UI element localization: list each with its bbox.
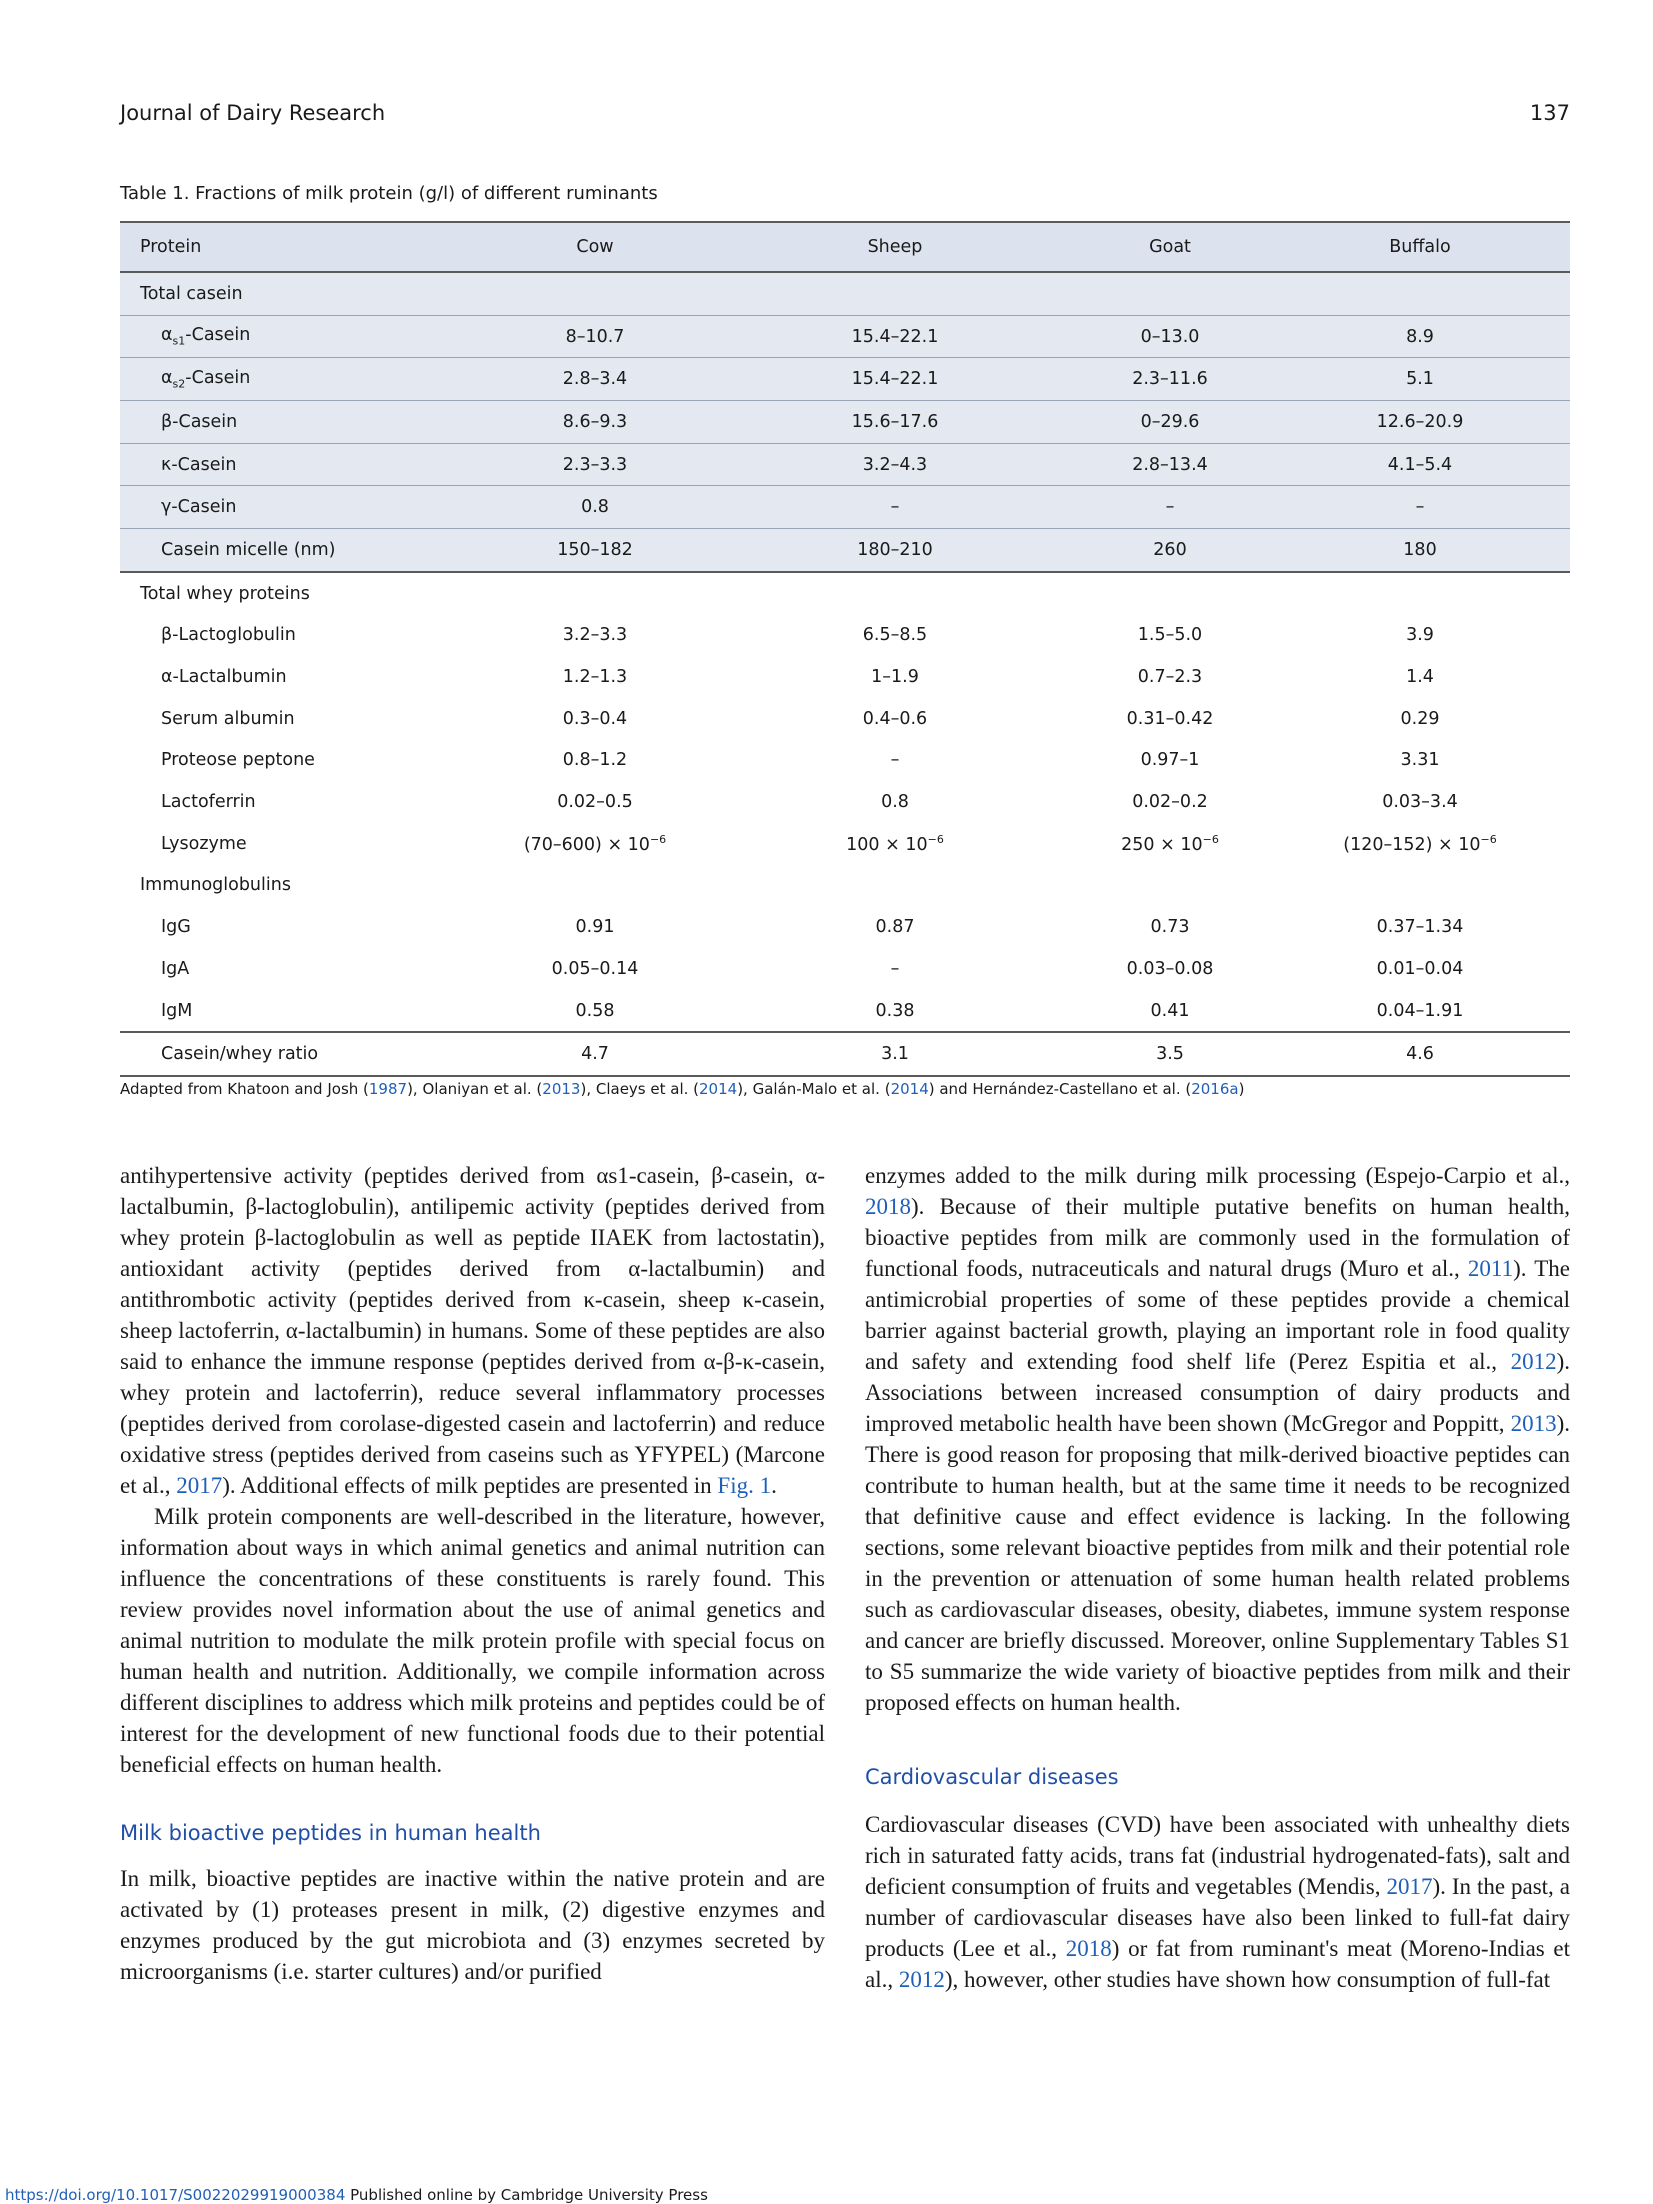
- citation-link[interactable]: 2018: [1065, 1936, 1112, 1961]
- row-label: IgG: [120, 906, 470, 948]
- cell-goat: 0–29.6: [1070, 401, 1270, 444]
- row-label: Lysozyme: [120, 823, 470, 865]
- cell-goat: 0.41: [1070, 990, 1270, 1033]
- table-row: [120, 990, 1570, 1033]
- cell-sheep: –: [720, 740, 1070, 782]
- table-header-row: [120, 222, 1570, 272]
- column-header-sheep: Sheep: [720, 222, 1070, 272]
- group-label: Total casein: [120, 272, 1570, 315]
- table-row: [120, 948, 1570, 990]
- column-header-goat: Goat: [1070, 222, 1270, 272]
- table-row-ratio: [120, 1032, 1570, 1076]
- cell-goat: 0.73: [1070, 906, 1270, 948]
- cell-cow: 0.05–0.14: [470, 948, 720, 990]
- left-column: [120, 1160, 825, 1987]
- cell-goat: 3.5: [1070, 1032, 1270, 1076]
- group-row-immunoglobulins: [120, 865, 1570, 907]
- cell-buffalo: 12.6–20.9: [1270, 401, 1570, 444]
- journal-title: Journal of Dairy Research: [120, 101, 386, 125]
- cell-cow: 4.7: [470, 1032, 720, 1076]
- figure-link[interactable]: Fig. 1: [717, 1473, 772, 1498]
- cell-sheep: 0.87: [720, 906, 1070, 948]
- cell-goat: 0.02–0.2: [1070, 781, 1270, 823]
- cell-cow: 150–182: [470, 529, 720, 572]
- citation-link[interactable]: 2011: [1467, 1256, 1514, 1281]
- cell-sheep: 15.4–22.1: [720, 315, 1070, 358]
- column-header-cow: Cow: [470, 222, 720, 272]
- page-number: 137: [1529, 101, 1570, 125]
- section-heading: Milk bioactive peptides in human health: [120, 1821, 541, 1845]
- paragraph: Cardiovascular diseases (CVD) have been associated with unhealthy diets rich in saturated fatty acids, trans fat (industrial hydrogenated-fats), salt and deficient consumption of fruits and vegetables (Mendis, 2017). In the past, a number of cardiovascular diseases have also been linked to full-fat dairy products (Lee et al., 2018) or fat from ruminant's meat (Moreno-Indias et al., 2012), however, other studies have shown how consumption of full-fat: [865, 1812, 1571, 1992]
- cell-cow: 3.2–3.3: [470, 615, 720, 657]
- cell-buffalo: 180: [1270, 529, 1570, 572]
- citation-link[interactable]: 2012: [1510, 1349, 1557, 1374]
- doi-link[interactable]: https://doi.org/10.1017/S0022029919000384: [5, 2186, 346, 2204]
- row-label: Proteose peptone: [120, 740, 470, 782]
- cell-cow: 1.2–1.3: [470, 656, 720, 698]
- cell-buffalo: 3.31: [1270, 740, 1570, 782]
- row-label: Casein micelle (nm): [120, 529, 470, 572]
- cell-cow: $(70-600) \times 10^{-6}$: [470, 823, 720, 865]
- table-row: [120, 615, 1570, 657]
- table-row: [120, 486, 1570, 529]
- cell-cow: 0.02–0.5: [470, 781, 720, 823]
- running-head: [120, 98, 1570, 128]
- cell-goat: 1.5–5.0: [1070, 615, 1270, 657]
- cell-buffalo: $(120-152) \times 10^{-6}$: [1270, 823, 1570, 865]
- row-label: β-Lactoglobulin: [120, 615, 470, 657]
- cell-cow: 0.8: [470, 486, 720, 529]
- cell-buffalo: 0.03–3.4: [1270, 781, 1570, 823]
- paragraph: In milk, bioactive peptides are inactive within the native protein and are activated by (1) proteases present in milk, (2) digestive enzymes and enzymes produced by the gut microbiota and (3) enzymes secreted by microorganisms (i.e. starter cultures) and/or purified: [120, 1866, 825, 1984]
- citation-link[interactable]: 2012: [898, 1967, 945, 1992]
- citation-link[interactable]: 2018: [865, 1194, 911, 1219]
- cell-buffalo: 3.9: [1270, 615, 1570, 657]
- group-label: Total whey proteins: [120, 572, 1570, 615]
- cell-buffalo: 4.1–5.4: [1270, 443, 1570, 486]
- table-row: [120, 315, 1570, 358]
- cell-goat: 260: [1070, 529, 1270, 572]
- cell-sheep: 15.4–22.1: [720, 358, 1070, 401]
- cell-goat: $250 \times 10^{-6}$: [1070, 823, 1270, 865]
- row-label: α-Lactalbumin: [120, 656, 470, 698]
- protein-table: [120, 221, 1570, 1077]
- citation-link[interactable]: 1987: [368, 1080, 408, 1098]
- cell-cow: 2.3–3.3: [470, 443, 720, 486]
- paragraph: antihypertensive activity (peptides derived from αs1-casein, β-casein, α-lactalbumin, β-lactoglobulin), antilipemic activity (peptides derived from whey protein β-lactoglobulin as well as peptide IIAEK from lactostatin), antioxidant activity (peptides derived from α-lactalbumin) and antithrombotic activity (peptides derived from κ-casein, sheep κ-casein, sheep lactoferrin, α-lactalbumin) in humans. Some of these peptides are also said to enhance the immune response (peptides derived from α-β-κ-casein, whey protein and lactoferrin), reduce several inflammatory processes (peptides derived from corolase-digested casein and lactoferrin) and reduce oxidative stress (peptides derived from caseins such as YFYPEL) (Marcone et al., 2017). Additional effects of milk peptides are presented in Fig. 1.: [120, 1163, 825, 1498]
- cell-cow: 2.8–3.4: [470, 358, 720, 401]
- cell-sheep: –: [720, 948, 1070, 990]
- cell-sheep: $100 \times 10^{-6}$: [720, 823, 1070, 865]
- cell-sheep: 3.2–4.3: [720, 443, 1070, 486]
- cell-buffalo: 0.04–1.91: [1270, 990, 1570, 1033]
- cell-buffalo: 4.6: [1270, 1032, 1570, 1076]
- cell-buffalo: 0.29: [1270, 698, 1570, 740]
- section-heading: Cardiovascular diseases: [865, 1765, 1119, 1789]
- cell-cow: 0.8–1.2: [470, 740, 720, 782]
- cell-buffalo: 1.4: [1270, 656, 1570, 698]
- group-label: Immunoglobulins: [120, 865, 1570, 907]
- cell-buffalo: 0.37–1.34: [1270, 906, 1570, 948]
- cell-goat: 0.97–1: [1070, 740, 1270, 782]
- row-label: κ-Casein: [120, 443, 470, 486]
- cell-goat: 0.31–0.42: [1070, 698, 1270, 740]
- cell-cow: 0.58: [470, 990, 720, 1033]
- table-row: [120, 443, 1570, 486]
- cell-sheep: 0.8: [720, 781, 1070, 823]
- table-row: [120, 529, 1570, 572]
- table-row: [120, 401, 1570, 444]
- cell-sheep: 0.4–0.6: [720, 698, 1070, 740]
- table-footnote: Adapted from Khatoon and Josh (1987), Olaniyan et al. (2013), Claeys et al. (2014), Galán-Malo et al. (2014) and Hernández-Castellano et al. (2016a): [120, 1080, 1245, 1098]
- cell-cow: 0.3–0.4: [470, 698, 720, 740]
- citation-link[interactable]: 2017: [176, 1473, 223, 1498]
- column-header-buffalo: Buffalo: [1270, 222, 1570, 272]
- table-row: [120, 698, 1570, 740]
- row-label: $\alpha_{s2}$-Casein: [120, 358, 470, 401]
- citation-link[interactable]: 2013: [1510, 1411, 1557, 1436]
- cell-sheep: 0.38: [720, 990, 1070, 1033]
- publisher-text: Published online by Cambridge University Press: [345, 2186, 708, 2204]
- group-row-casein: [120, 272, 1570, 315]
- table-row: [120, 740, 1570, 782]
- citation-link[interactable]: 2017: [1386, 1874, 1433, 1899]
- cell-goat: 2.3–11.6: [1070, 358, 1270, 401]
- cell-sheep: 15.6–17.6: [720, 401, 1070, 444]
- footer: [5, 2186, 708, 2204]
- table-row: [120, 781, 1570, 823]
- cell-goat: 0–13.0: [1070, 315, 1270, 358]
- cell-cow: 8.6–9.3: [470, 401, 720, 444]
- citation-link[interactable]: 2014: [890, 1080, 929, 1098]
- row-label: γ-Casein: [120, 486, 470, 529]
- table-row-lysozyme: [120, 823, 1570, 865]
- group-row-whey: [120, 572, 1570, 615]
- cell-sheep: 1–1.9: [720, 656, 1070, 698]
- right-column: [865, 1160, 1570, 1995]
- row-label: Casein/whey ratio: [120, 1032, 470, 1076]
- cell-goat: 0.03–0.08: [1070, 948, 1270, 990]
- table-row: [120, 358, 1570, 401]
- cell-goat: –: [1070, 486, 1270, 529]
- cell-buffalo: 8.9: [1270, 315, 1570, 358]
- table-caption: Table 1. Fractions of milk protein (g/l) of different ruminants: [120, 183, 658, 204]
- cell-sheep: 3.1: [720, 1032, 1070, 1076]
- citation-link[interactable]: 2016a: [1191, 1080, 1239, 1098]
- cell-cow: 8–10.7: [470, 315, 720, 358]
- row-label: IgA: [120, 948, 470, 990]
- row-label: Lactoferrin: [120, 781, 470, 823]
- cell-sheep: –: [720, 486, 1070, 529]
- cell-goat: 2.8–13.4: [1070, 443, 1270, 486]
- citation-link[interactable]: 2014: [699, 1080, 738, 1098]
- table-row: [120, 656, 1570, 698]
- cell-buffalo: 5.1: [1270, 358, 1570, 401]
- row-label: Serum albumin: [120, 698, 470, 740]
- paragraph: enzymes added to the milk during milk processing (Espejo-Carpio et al., 2018). Because of their multiple putative benefits on human health, bioactive peptides from milk are commonly used in the formulation of functional foods, nutraceuticals and natural drugs (Muro et al., 2011). The antimicrobial properties of some of these peptides provide a chemical barrier against bacterial growth, playing an important role in food quality and safety and extending food shelf life (Perez Espitia et al., 2012). Associations between increased consumption of dairy products and improved metabolic health have been shown (McGregor and Poppitt, 2013). There is good reason for proposing that milk-derived bioactive peptides can contribute to human health, but at the same time it needs to be recognized that definitive cause and effect evidence is lacking. In the following sections, some relevant bioactive peptides from milk and their potential role in the prevention or attenuation of some human health related problems such as cardiovascular diseases, obesity, diabetes, immune system response and cancer are briefly discussed. Moreover, online Supplementary Tables S1 to S5 summarize the wide variety of bioactive peptides from milk and their proposed effects on human health.: [865, 1163, 1570, 1715]
- cell-sheep: 6.5–8.5: [720, 615, 1070, 657]
- cell-buffalo: 0.01–0.04: [1270, 948, 1570, 990]
- row-label: β-Casein: [120, 401, 470, 444]
- cell-cow: 0.91: [470, 906, 720, 948]
- table-row: [120, 906, 1570, 948]
- row-label: IgM: [120, 990, 470, 1033]
- citation-link[interactable]: 2013: [542, 1080, 581, 1098]
- cell-goat: 0.7–2.3: [1070, 656, 1270, 698]
- cell-buffalo: –: [1270, 486, 1570, 529]
- column-header-protein: Protein: [120, 222, 470, 272]
- cell-sheep: 180–210: [720, 529, 1070, 572]
- row-label: $\alpha_{s1}$-Casein: [120, 315, 470, 358]
- paragraph: Milk protein components are well-described in the literature, however, information about ways in which animal genetics and animal nutrition can influence the concentrations of these constituents is rarely found. This review provides novel information about the use of animal genetics and animal nutrition to modulate the milk protein profile with special focus on human health and nutrition. Additionally, we compile information across different disciplines to address which milk proteins and peptides could be of interest for the development of new functional foods due to their potential beneficial effects on human health.: [120, 1504, 825, 1777]
